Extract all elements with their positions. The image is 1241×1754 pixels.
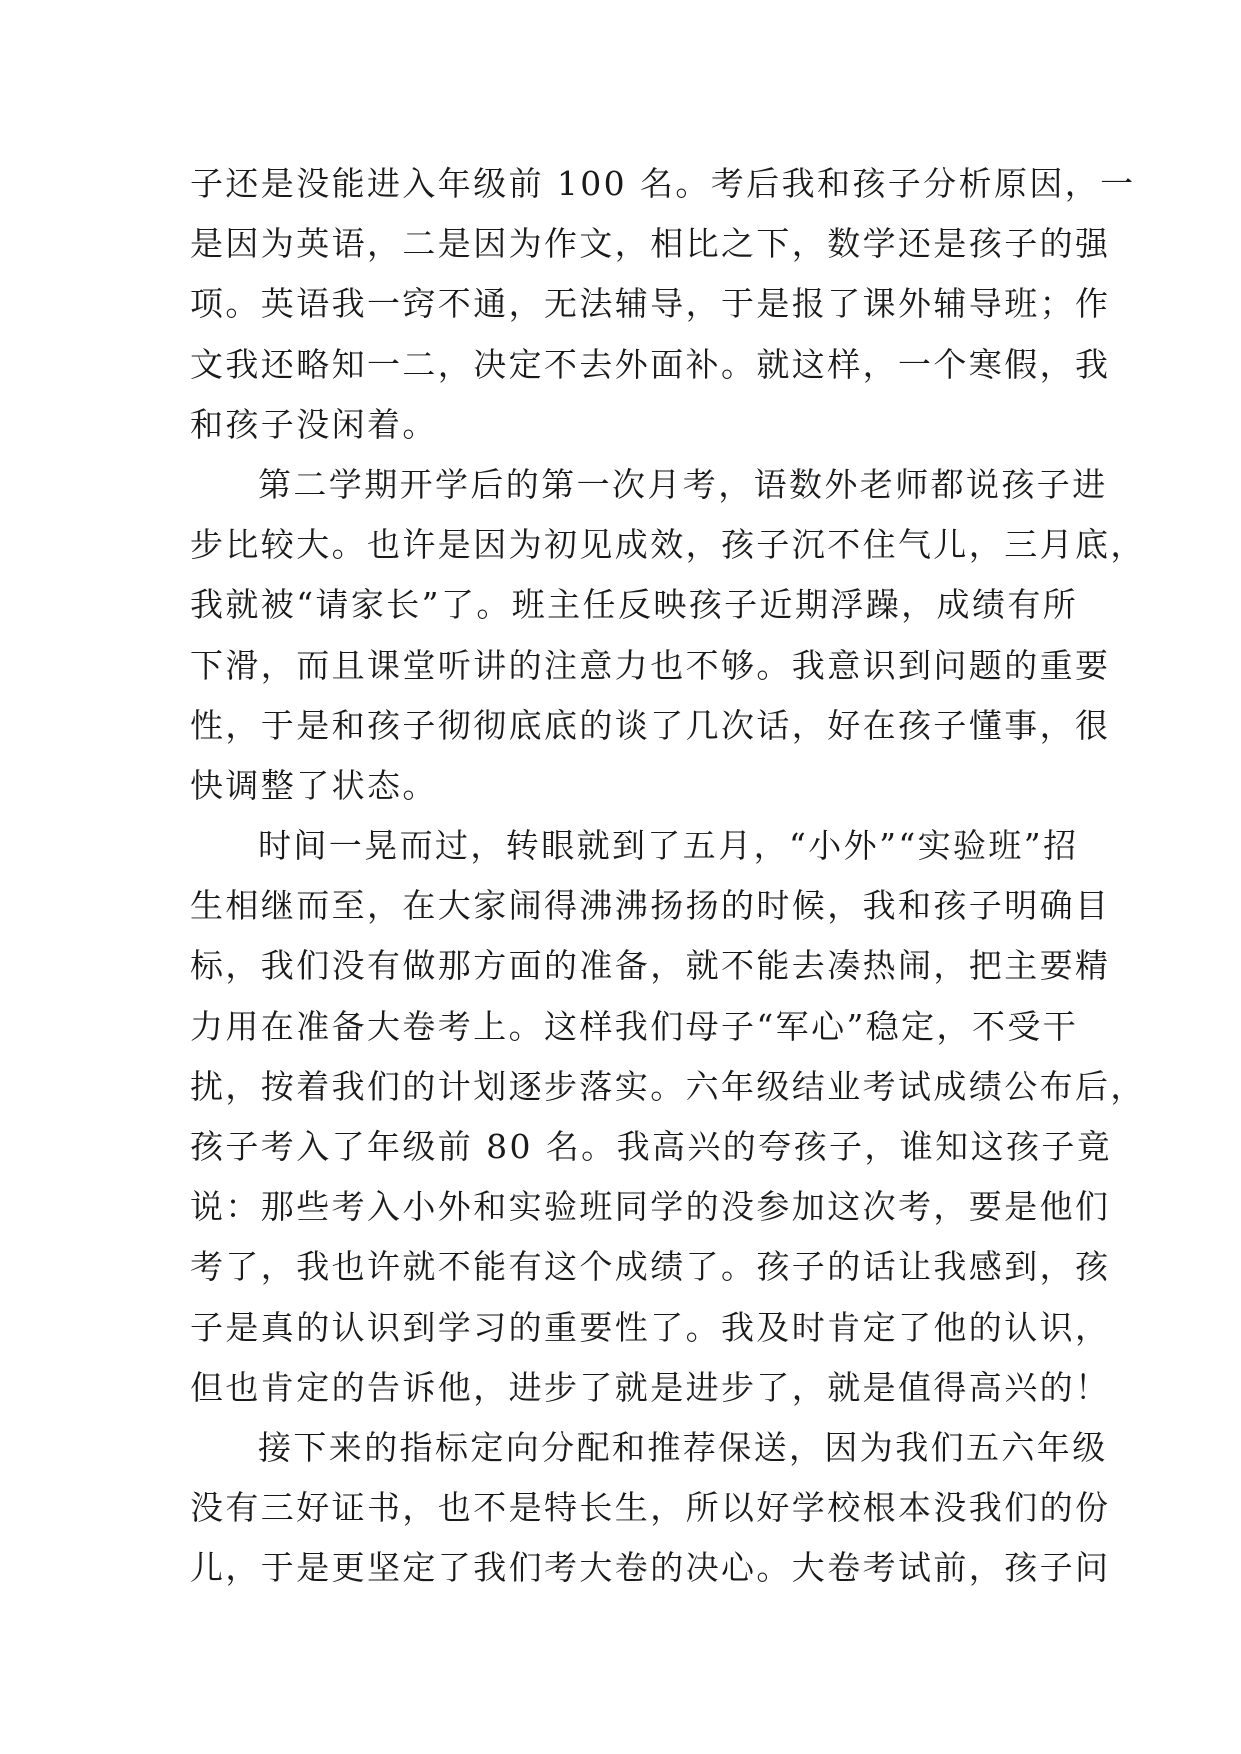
text-line: 我就被“请家长”了。班主任反映孩子近期浮躁，成绩有所 [190,585,1079,625]
paragraph-first-line: 时间一晃而过，转眼就到了五月，“小外”“实验班”招 [258,826,1079,866]
text-line: 孩子考入了年级前 80 名。我高兴的夸孩子，谁知这孩子竟 [190,1127,1113,1166]
text-line: 文我还略知一二，决定不去外面补。就这样，一个寒假，我 [190,344,1111,384]
text-line: 力用在准备大卷考上。这样我们母子“军心”稳定，不受干 [190,1006,1079,1046]
text-line: 是因为英语，二是因为作文，相比之下，数学还是孩子的强 [190,224,1111,264]
text-line: 考了，我也许就不能有这个成绩了。孩子的话让我感到，孩 [190,1247,1111,1287]
paragraph-first-line: 接下来的指标定向分配和推荐保送，因为我们五六年级 [258,1427,1108,1467]
text-line: 儿，于是更坚定了我们考大卷的决心。大卷考试前，孩子问 [190,1548,1111,1588]
text-line: 没有三好证书，也不是特长生，所以好学校根本没我们的份 [190,1488,1111,1528]
document-body [190,154,1146,1599]
text-line: 说：那些考入小外和实验班同学的没参加这次考，要是他们 [190,1187,1111,1227]
text-line: 和孩子没闲着。 [190,404,438,444]
paragraph-first-line: 第二学期开学后的第一次月考，语数外老师都说孩子进 [258,464,1108,504]
text-line: 但也肯定的告诉他，进步了就是进步了，就是值得高兴的！ [190,1367,1111,1407]
text-line: 扰，按着我们的计划逐步落实。六年级结业考试成绩公布后， [190,1066,1146,1106]
text-line: 子是真的认识到学习的重要性了。我及时肯定了他的认识， [190,1307,1111,1347]
text-line: 快调整了状态。 [190,765,438,805]
text-line: 子还是没能进入年级前 100 名。考后我和孩子分析原因，一 [190,164,1136,203]
text-line: 性，于是和孩子彻彻底底的谈了几次话，好在孩子懂事，很 [190,705,1111,745]
text-line: 项。英语我一窍不通，无法辅导，于是报了课外辅导班；作 [190,284,1111,324]
text-line: 步比较大。也许是因为初见成效，孩子沉不住气儿，三月底， [190,525,1146,565]
text-line: 下滑，而且课堂听讲的注意力也不够。我意识到问题的重要 [190,645,1111,685]
text-line: 生相继而至，在大家闹得沸沸扬扬的时候，我和孩子明确目 [190,886,1111,926]
text-line: 标，我们没有做那方面的准备，就不能去凑热闹，把主要精 [190,946,1111,986]
